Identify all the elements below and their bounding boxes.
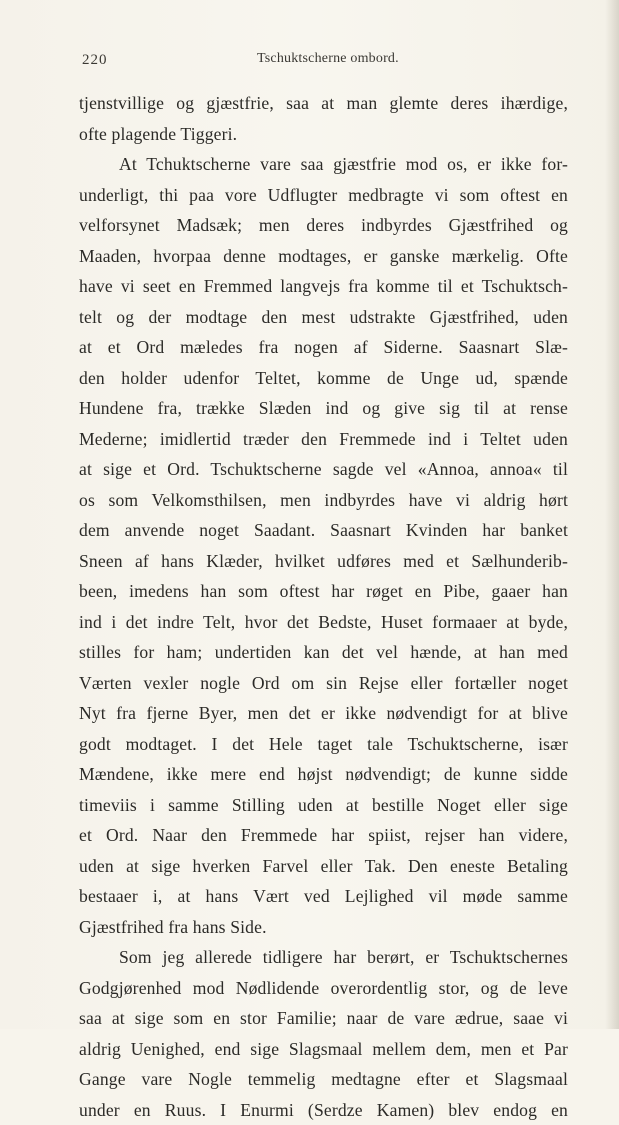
text-line: telt og der modtage den mest udstrakte Gjæstfrihed, uden: [79, 302, 568, 333]
text-line: been, imedens han som oftest har røget en Pibe, gaaer han: [79, 576, 568, 607]
text-line: timeviis i samme Stilling uden at bestille Noget eller sige: [79, 790, 568, 821]
text-line: Sneen af hans Klæder, hvilket udføres med et Sælhunderib-: [79, 546, 568, 577]
text-line: Maaden, hvorpaa denne modtages, er ganske mærkelig. Ofte: [79, 241, 568, 272]
text-line: bestaaer i, at hans Vært ved Lejlighed vil møde samme: [79, 881, 568, 912]
text-line: stilles for ham; undertiden kan det vel hænde, at han med: [79, 637, 568, 668]
text-line: Hundene fra, trække Slæden ind og give sig til at rense: [79, 393, 568, 424]
text-line: Gjæstfrihed fra hans Side.: [79, 912, 568, 943]
text-line: underligt, thi paa vore Udflugter medbragte vi som oftest en: [79, 180, 568, 211]
text-line: at sige et Ord. Tschuktscherne sagde vel «Annoa, annoa« til: [79, 454, 568, 485]
text-line: uden at sige hverken Farvel eller Tak. Den eneste Betaling: [79, 851, 568, 882]
text-line: Nyt fra fjerne Byer, men det er ikke nødvendigt for at blive: [79, 698, 568, 729]
text-line: ofte plagende Tiggeri.: [79, 119, 568, 150]
text-line: At Tchuktscherne vare saa gjæstfrie mod os, er ikke for-: [79, 149, 568, 180]
text-line: ind i det indre Telt, hvor det Bedste, Huset formaaer at byde,: [79, 607, 568, 638]
text-line: tjenstvillige og gjæstfrie, saa at man glemte deres ihærdige,: [79, 88, 568, 119]
text-line: Som jeg allerede tidligere har berørt, er Tschuktschernes: [79, 942, 568, 973]
text-line: Mederne; imidlertid træder den Fremmede ind i Teltet uden: [79, 424, 568, 455]
text-line: Mændene, ikke mere end højst nødvendigt; de kunne sidde: [79, 759, 568, 790]
text-line: den holder udenfor Teltet, komme de Unge ud, spænde: [79, 363, 568, 394]
text-line: godt modtaget. I det Hele taget tale Tschuktscherne, især: [79, 729, 568, 760]
text-line: et Ord. Naar den Fremmede har spiist, rejser han videre,: [79, 820, 568, 851]
text-line: Værten vexler nogle Ord om sin Rejse eller fortæller noget: [79, 668, 568, 699]
text-line: os som Velkomsthilsen, men indbyrdes have vi aldrig hørt: [79, 485, 568, 516]
running-head: [82, 52, 542, 72]
text-line: Godgjørenhed mod Nødlidende overordentlig stor, og de leve: [79, 973, 568, 1004]
text-line: dem anvende noget Saadant. Saasnart Kvinden har banket: [79, 515, 568, 546]
text-line: saa at sige som en stor Familie; naar de vare ædrue, saae vi: [79, 1003, 568, 1034]
text-line: under en Ruus. I Enurmi (Serdze Kamen) blev endog en: [79, 1095, 568, 1125]
text-line: Gange vare Nogle temmelig medtagne efter et Slagsmaal: [79, 1064, 568, 1095]
text-line: aldrig Uenighed, end sige Slagsmaal mellem dem, men et Par: [79, 1034, 568, 1065]
body-text: [79, 88, 568, 1125]
page-number: 220: [82, 52, 108, 69]
text-line: have vi seet en Fremmed langvejs fra komme til et Tschuktsch-: [79, 271, 568, 302]
running-title: Tschuktscherne ombord.: [257, 51, 399, 67]
text-line: velforsynet Madsæk; men deres indbyrdes Gjæstfrihed og: [79, 210, 568, 241]
page-edge-shadow: [605, 0, 619, 1029]
text-line: at et Ord mæledes fra nogen af Siderne. Saasnart Slæ-: [79, 332, 568, 363]
